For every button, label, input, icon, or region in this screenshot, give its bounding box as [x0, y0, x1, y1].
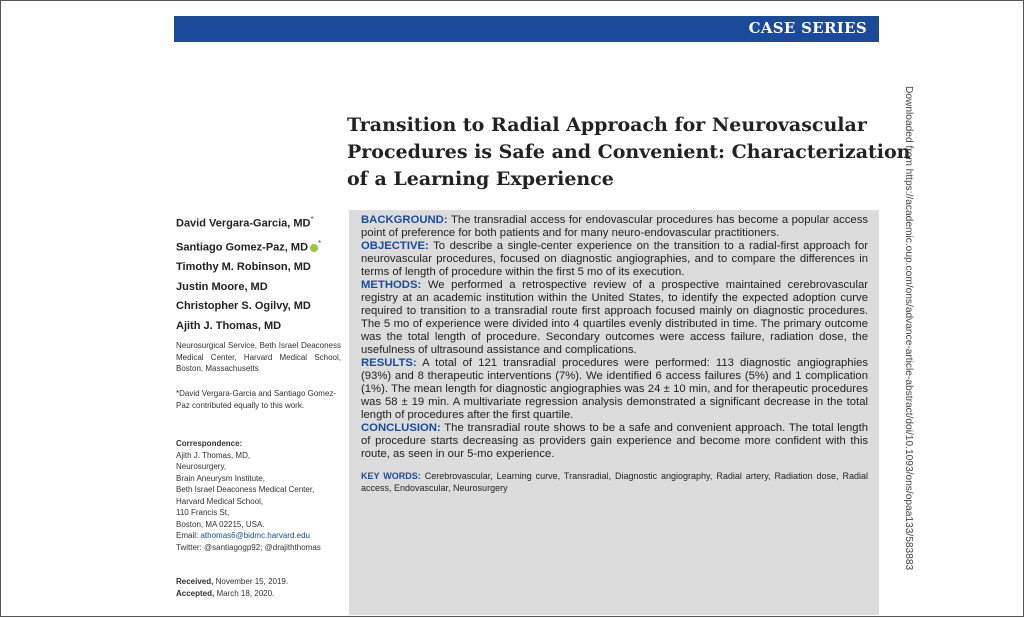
download-watermark: [898, 86, 922, 606]
article-dates: [176, 576, 288, 599]
author: Justin Moore, MD: [176, 280, 268, 293]
article-title: [347, 112, 911, 193]
abstract-results: RESULTS: A total of 121 transradial procedures were performed: 113 diagnostic angiographies (93%) and 8 therapeutic interventions (7%). We identified 6 access failures (5%) and 1 complication (1%). The mean length for diagnostic angiographies was 24 ± 10 min, and for therapeutic procedures was 58 ± 19 min. A multivariate regression analysis demonstrated a significant decrease in the total length of procedures after the first quartile.: [361, 357, 869, 421]
correspondence: [176, 438, 346, 553]
abstract-conclusion: CONCLUSION: The transradial route shows to be a safe and convenient approach. The total length of procedure starts decreasing as providers gain experience and become more confident with this route, as seen in our 5-mo experience.: [361, 422, 869, 460]
correspondence-line: Beth Israel Deaconess Medical Center,: [176, 485, 315, 494]
author: David Vergara-Garcia, MD*: [176, 215, 314, 230]
correspondence-heading: Correspondence:: [176, 439, 243, 448]
email-link[interactable]: athomas6@bidmc.harvard.edu: [200, 531, 310, 540]
email-line: Email: athomas6@bidmc.harvard.edu: [176, 531, 310, 540]
section-label: CASE SERIES: [748, 19, 867, 37]
author: Timothy M. Robinson, MD: [176, 261, 311, 274]
correspondence-line: 110 Francis St,: [176, 508, 230, 517]
abstract-keywords: KEY WORDS: Cerebrovascular, Learning curve, Transradial, Diagnostic angiography, Radial artery, Radiation dose, Radial access, Endovascular, Neurosurgery: [361, 471, 868, 493]
author: Ajith J. Thomas, MD: [176, 319, 282, 332]
affiliation: Neurosurgical Service, Beth Israel Deaconess Medical Center, Harvard Medical School, Boston, Massachusetts: [176, 341, 341, 373]
download-note: Downloaded from https://academic.oup.com/ons/advance-article-abstract/doi/10.1093/ons/opaa133/583883: [903, 86, 914, 571]
abstract-background: BACKGROUND: The transradial access for endovascular procedures has become a popular access point of preference for both patients and for many neuro-endovascular practitioners.: [361, 214, 869, 239]
contribution-note: *David Vergara-Garcia and Santiago Gomez-Paz contributed equally to this work.: [176, 389, 337, 410]
section-banner: [174, 16, 879, 42]
abstract-objective: OBJECTIVE: To describe a single-center experience on the transition to a radial-first approach for neurovascular procedures, focused on diagnostic angiographies, and to compare the differences in terms of length of procedure within the first 5 mo of its execution.: [361, 240, 868, 278]
correspondence-line: Ajith J. Thomas, MD,: [176, 450, 251, 460]
equal-contribution-mark: *: [310, 215, 314, 224]
abstract-methods: METHODS: We performed a retrospective review of a prospective maintained cerebrovascular registry at an academic institution within the United States, to identify the expected adoption curve required to transition to a transradial route first approach focused mainly on diagnostic procedures. The 5 mo of experience were divided into 4 quartiles evenly distributed in time. The primary outcome was the total length of procedure. Secondary outcomes were access failure, radiation dose, the usefulness of ultrasound assistance and complications.: [361, 279, 869, 356]
correspondence-line: Harvard Medical School,: [176, 496, 264, 506]
equal-contribution-mark: *: [318, 239, 322, 249]
correspondence-line: Brain Aneurysm Institute,: [176, 473, 265, 483]
abstract-box: [349, 210, 879, 615]
received-date: Received, November 15, 2019.: [176, 577, 289, 586]
twitter-handles: @santiagogp92; @drajiththomas: [204, 542, 321, 552]
title-line: Procedures is Safe and Convenient: Characterization: [347, 141, 911, 163]
accepted-date: Accepted, March 18, 2020.: [176, 588, 275, 598]
twitter-line: Twitter: @santiagogp92; @drajiththomas: [176, 542, 321, 552]
title-line: Transition to Radial Approach for Neurovascular: [347, 114, 867, 136]
author: Santiago Gomez-Paz, MD *: [176, 239, 322, 254]
correspondence-line: Boston, MA 02215, USA.: [176, 519, 265, 529]
orcid-icon[interactable]: [310, 244, 318, 252]
title-line: of a Learning Experience: [347, 168, 614, 190]
correspondence-line: Neurosurgery,: [176, 462, 227, 471]
author: Christopher S. Ogilvy, MD: [176, 300, 311, 313]
author-list: [176, 210, 321, 336]
